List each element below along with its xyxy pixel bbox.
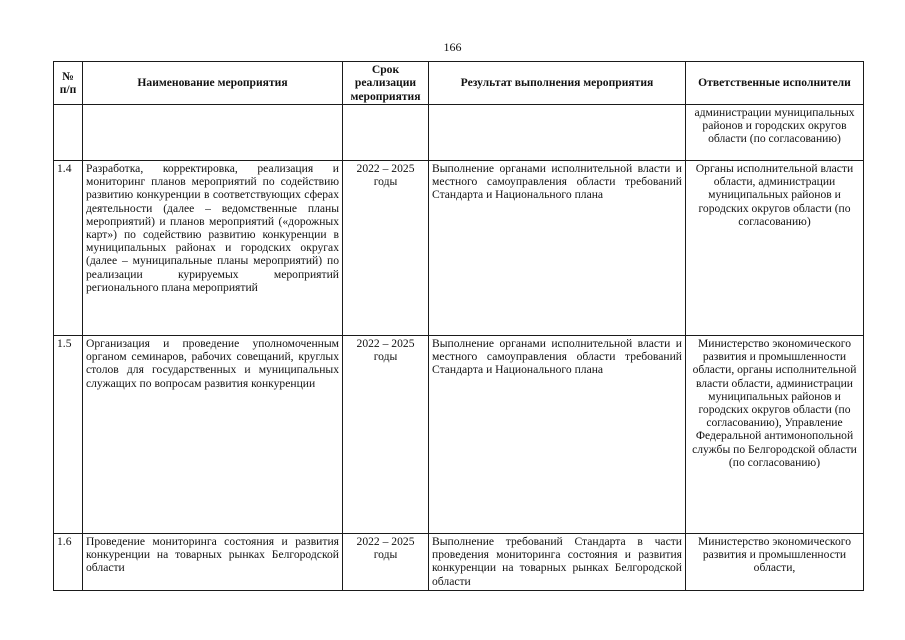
row-responsible: Министерство экономического развития и промышленности области, органы исполнительной власти области, администрации муниципальных районов и городских округов области (по согласованию), Управление Федеральной антимонопольной службы по Белгородской области (по согласованию) [686, 336, 864, 534]
row-name: Проведение мониторинга состояния и развития конкуренции на товарных рынках Белгородской области [83, 534, 343, 591]
header-term: Срок реализации мероприятия [343, 62, 429, 105]
row-responsible: Министерство экономического развития и промышленности области, [686, 534, 864, 591]
header-name: Наименование мероприятия [83, 62, 343, 105]
table-row [54, 336, 864, 534]
row-result: Выполнение органами исполнительной власти и местного самоуправления области требований Стандарта и Национального плана [429, 161, 686, 336]
row-term: 2022 – 2025 годы [343, 336, 429, 534]
table-row [54, 105, 864, 161]
row-num: 1.5 [54, 336, 83, 534]
row-result [429, 105, 686, 161]
row-name: Организация и проведение уполномоченным органом семинаров, рабочих совещаний, круглых столов для государственных и муниципальных служащих по вопросам развития конкуренции [83, 336, 343, 534]
row-term: 2022 – 2025 годы [343, 534, 429, 591]
table-row [54, 534, 864, 591]
header-responsible: Ответственные исполнители [686, 62, 864, 105]
row-term: 2022 – 2025 годы [343, 161, 429, 336]
row-responsible: Органы исполнительной власти области, администрации муниципальных районов и городских округов области (по согласованию) [686, 161, 864, 336]
header-num: № п/п [54, 62, 83, 105]
page-number: 166 [443, 40, 462, 54]
table-header-row [54, 62, 864, 105]
measures-table [53, 61, 864, 591]
row-num: 1.4 [54, 161, 83, 336]
row-name [83, 105, 343, 161]
header-result: Результат выполнения мероприятия [429, 62, 686, 105]
row-result: Выполнение требований Стандарта в части проведения мониторинга состояния и развития конкуренции на товарных рынках Белгородской области [429, 534, 686, 591]
table-row [54, 161, 864, 336]
row-num: 1.6 [54, 534, 83, 591]
row-result: Выполнение органами исполнительной власти и местного самоуправления области требований Стандарта и Национального плана [429, 336, 686, 534]
row-name: Разработка, корректировка, реализация и мониторинг планов мероприятий по содействию развитию конкуренции в соответствующих сферах деятельности (далее – ведомственные планы мероприятий) и планов мероприятий («дорожных карт») по содействию развитию конкуренции в муниципальных районах и городских округах (далее – муниципальные планы мероприятий) по реализации курируемых мероприятий регионального плана мероприятий [83, 161, 343, 336]
row-term [343, 105, 429, 161]
row-num [54, 105, 83, 161]
row-responsible: администрации муниципальных районов и городских округов области (по согласованию) [686, 105, 864, 161]
